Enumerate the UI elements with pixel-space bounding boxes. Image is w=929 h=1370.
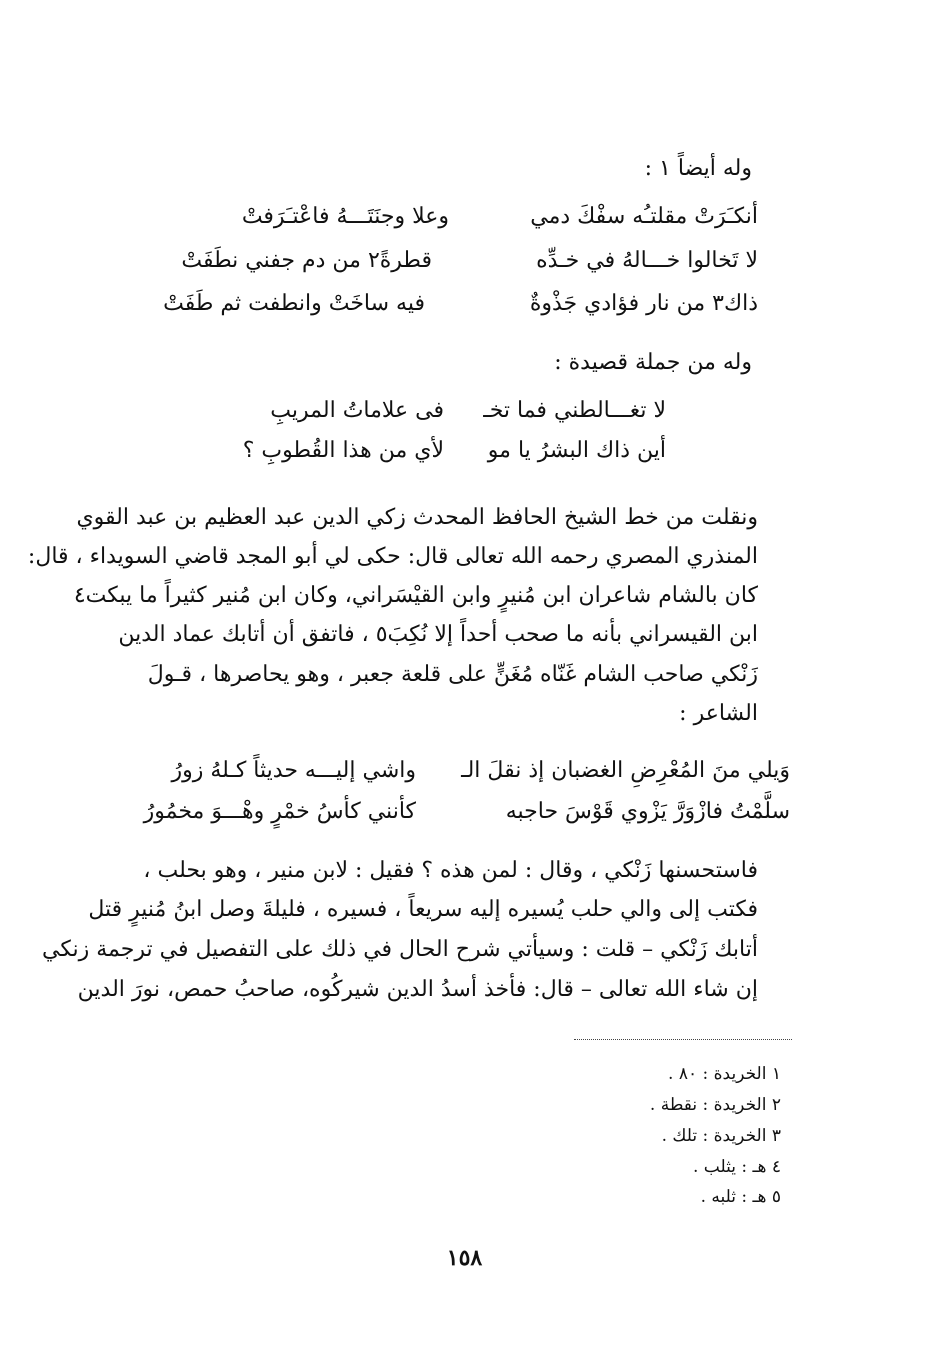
verse-first-hemistich: أين ذاك البشرُ يا مو [487, 438, 666, 463]
verse-line [0, 440, 929, 468]
verse-first-hemistich: وَيلي منَ المُعْرِضِ الغضبان إذ نقلَ الـ [461, 758, 790, 783]
prose-line: الشاعر : [679, 701, 758, 726]
footnote: ٣ الخريدة : تلك . [661, 1126, 781, 1146]
prose-line: أتابك زَنْكي – قلت : وسيأتي شرح الحال في ذلك على التفصيل في ترجمة زنكي [42, 937, 758, 962]
footnote: ١ الخريدة : ٨٠ . [668, 1064, 781, 1084]
verse-line [0, 206, 929, 234]
section-heading: وله أيضاً ١ : [644, 156, 752, 181]
section-heading: وله من جملة قصيدة : [554, 350, 752, 375]
footnote: ٤ هـ : يثلب . [692, 1157, 781, 1177]
verse-second-hemistich: قطرةً٢ من دم جفني نطَفَتْ [181, 248, 432, 273]
prose-line: المنذري المصري رحمه الله تعالى قال: حكى لي أبو المجد قاضي السويداء ، قال: [27, 544, 758, 569]
verse-line [0, 801, 929, 829]
prose-line: فاستحسنها زَنْكي ، وقال : لمن هذه ؟ فقيل : لابن منير ، وهو بحلب ، [143, 858, 758, 883]
footnote: ٢ الخريدة : نقطة . [649, 1095, 781, 1115]
verse-second-hemistich: وعلا وجنَتَـــهُ فاعْتـَرَفتْ [241, 204, 449, 229]
verse-first-hemistich: سلَّمْتُ فازْوَرَّ يَزْوي قَوْسَ حاجبه [505, 799, 790, 824]
page-number: ١٥٨ [446, 1245, 483, 1271]
verse-line [0, 400, 929, 428]
verse-first-hemistich: لا تغـــالطني فما تخـ [483, 398, 666, 423]
footnote-divider [574, 1039, 792, 1040]
verse-line [0, 250, 929, 278]
verse-second-hemistich: فى علاماتُ المريبِ [270, 398, 444, 423]
verse-first-hemistich: ذاك٣ من نار فؤادي جَذْوةٌ [529, 291, 758, 316]
verse-second-hemistich: لأي من هذا القُطوبِ ؟ [242, 438, 444, 463]
verse-second-hemistich: فيه ساخَتْ وانطفت ثم طَفَتْ [163, 291, 425, 316]
verse-first-hemistich: لا تَخالوا خـــالهُ في خـدِّه [536, 248, 758, 273]
prose-line: زَنْكي صاحب الشام غَنّاه مُغَنٍّ على قلعة جعبر ، وهو يحاصرها ، قـولَ [147, 662, 758, 687]
verse-line [0, 293, 929, 321]
verse-second-hemistich: واشي إليـــه حديثاً كـلهُ زورُ [171, 758, 416, 783]
verse-line [0, 760, 929, 788]
verse-second-hemistich: كأنني كأسُ خمْرٍ وهْـــوَ مخمُورُ [143, 799, 416, 824]
prose-line: إن شاء الله تعالى – قال: فأخذ أسدُ الدين شيركُوه، صاحبُ حمص، نورَ الدين [77, 977, 758, 1002]
prose-line: فكتب إلى والي حلب يُسيره إليه سريعاً ، فسيره ، فليلةَ وصل ابنُ مُنيرٍ قتل [88, 897, 758, 922]
footnote: ٥ هـ : ثلبه . [700, 1187, 781, 1207]
prose-line: ونقلت من خط الشيخ الحافظ المحدث زكي الدين عبد العظيم بن عبد القوي [76, 505, 758, 530]
prose-line: كان بالشام شاعران ابن مُنيرٍ وابن القيْسَراني، وكان ابن مُنير كثيراً ما يبكت٤ [73, 583, 758, 608]
prose-line: ابن القيسراني بأنه ما صحب أحداً إلا نُكِبَ٥ ، فاتفق أن أتابك عماد الدين [118, 622, 758, 647]
verse-first-hemistich: أنكـَرَتْ مقلتـُه سفْكَ دمي [530, 204, 758, 229]
